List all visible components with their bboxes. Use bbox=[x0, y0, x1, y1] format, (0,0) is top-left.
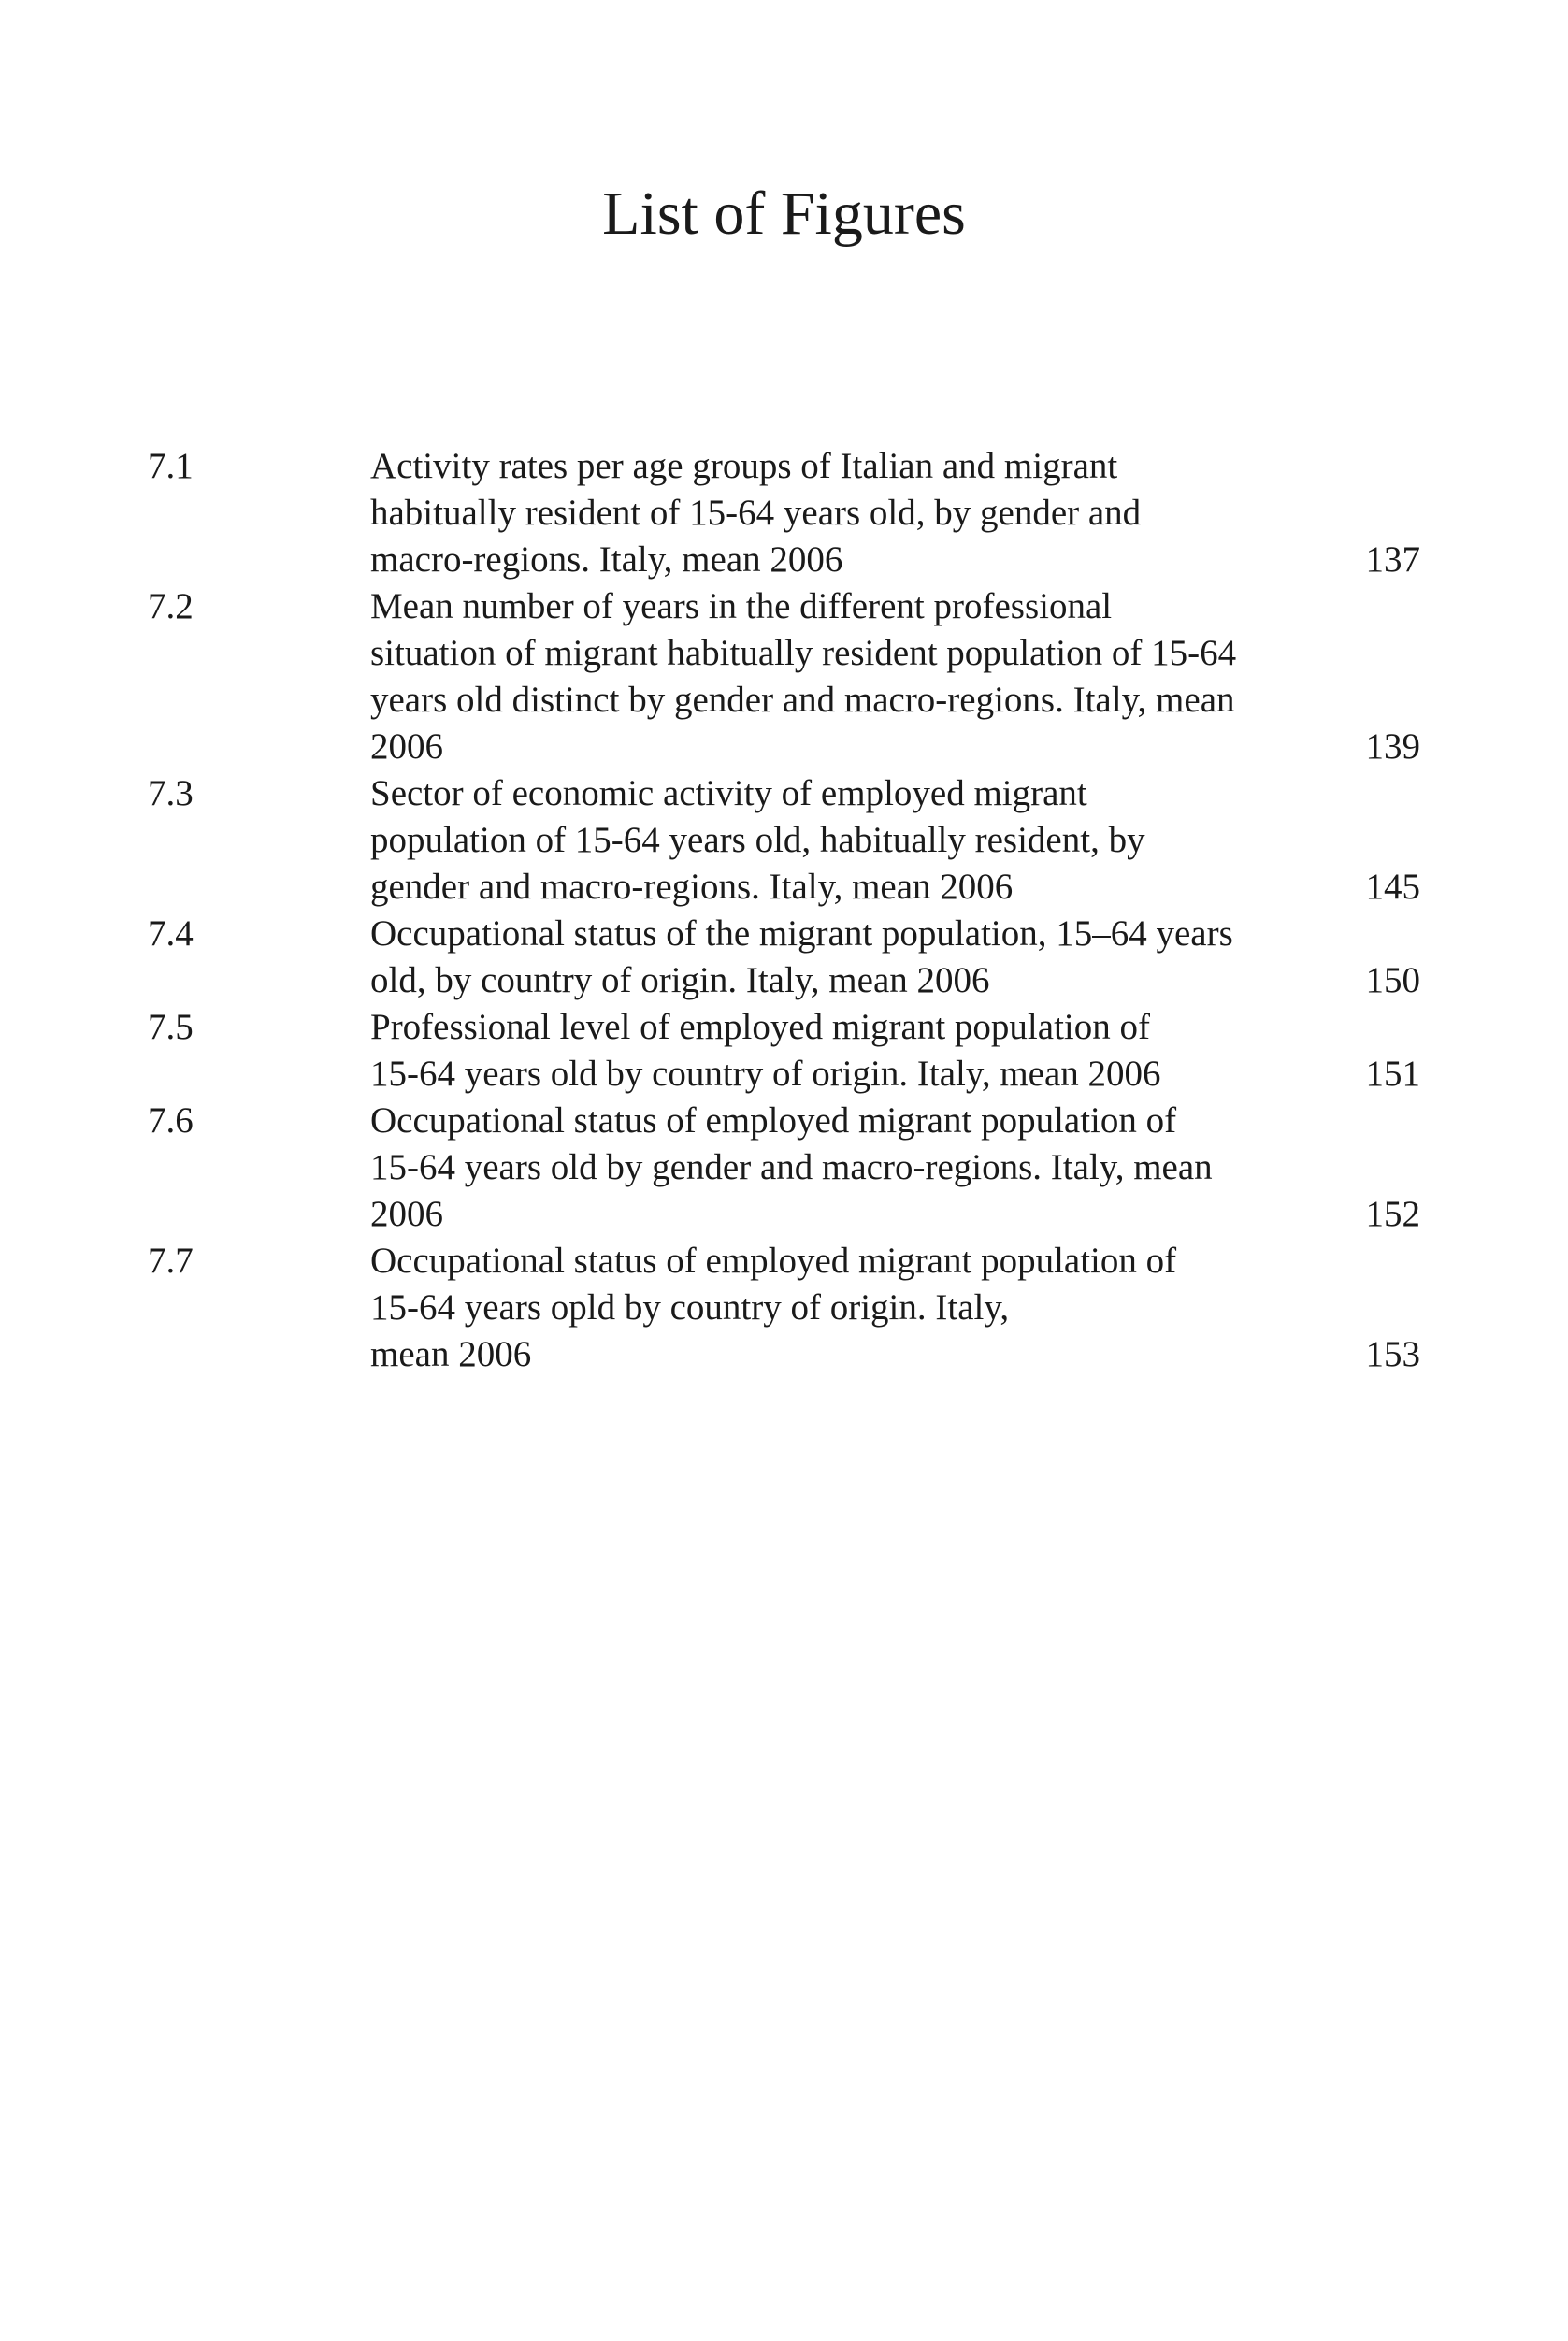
figure-caption: Activity rates per age groups of Italian and migrant habitually resident of 15-64 years old, by gender and macro-regions. Italy, mean 2006 bbox=[370, 446, 1142, 580]
figure-entry-7-2[interactable] bbox=[0, 583, 1568, 770]
figure-caption: Occupational status of employed migrant population of 15-64 years old by gender and macro-regions. Italy, mean 2006 bbox=[370, 1100, 1213, 1234]
figure-page-number: 145 bbox=[1365, 867, 1420, 907]
figure-entry-7-3[interactable] bbox=[0, 770, 1568, 911]
figure-caption: Occupational status of the migrant population, 15–64 years old, by country of origin. Italy, mean 2006 bbox=[370, 913, 1233, 1000]
figure-page-number: 153 bbox=[1365, 1334, 1420, 1374]
figure-caption: Occupational status of employed migrant population of 15-64 years opld by country of origin. Italy, mean 2006 bbox=[370, 1241, 1177, 1374]
figure-number: 7.4 bbox=[148, 913, 194, 954]
figure-page-number: 150 bbox=[1365, 960, 1420, 1000]
figure-caption: Sector of economic activity of employed migrant population of 15-64 years old, habitually resident, by gender and macro-regions. Italy, mean 2006 bbox=[370, 773, 1145, 907]
figure-list bbox=[0, 443, 1568, 1378]
figure-entry-7-5[interactable] bbox=[0, 1004, 1568, 1098]
figure-caption: Mean number of years in the different professional situation of migrant habitually resident population of 15-64 years old distinct by gender and macro-regions. Italy, mean 2006 bbox=[370, 586, 1237, 767]
figure-page-number: 139 bbox=[1365, 726, 1420, 767]
figure-caption: Professional level of employed migrant population of 15-64 years old by country of origin. Italy, mean 2006 bbox=[370, 1007, 1161, 1094]
figure-number: 7.6 bbox=[148, 1100, 194, 1141]
figure-number: 7.7 bbox=[148, 1241, 194, 1281]
page-title: List of Figures bbox=[602, 180, 966, 248]
figure-entry-7-1[interactable] bbox=[0, 443, 1568, 583]
figure-page-number: 152 bbox=[1365, 1194, 1420, 1234]
figure-page-number: 151 bbox=[1365, 1054, 1420, 1094]
figure-number: 7.1 bbox=[148, 446, 194, 486]
figure-entry-7-4[interactable] bbox=[0, 911, 1568, 1004]
figure-number: 7.5 bbox=[148, 1007, 194, 1047]
figure-number: 7.2 bbox=[148, 586, 194, 626]
figure-number: 7.3 bbox=[148, 773, 194, 813]
figure-entry-7-6[interactable] bbox=[0, 1098, 1568, 1238]
figure-page-number: 137 bbox=[1365, 539, 1420, 580]
figure-entry-7-7[interactable] bbox=[0, 1238, 1568, 1378]
